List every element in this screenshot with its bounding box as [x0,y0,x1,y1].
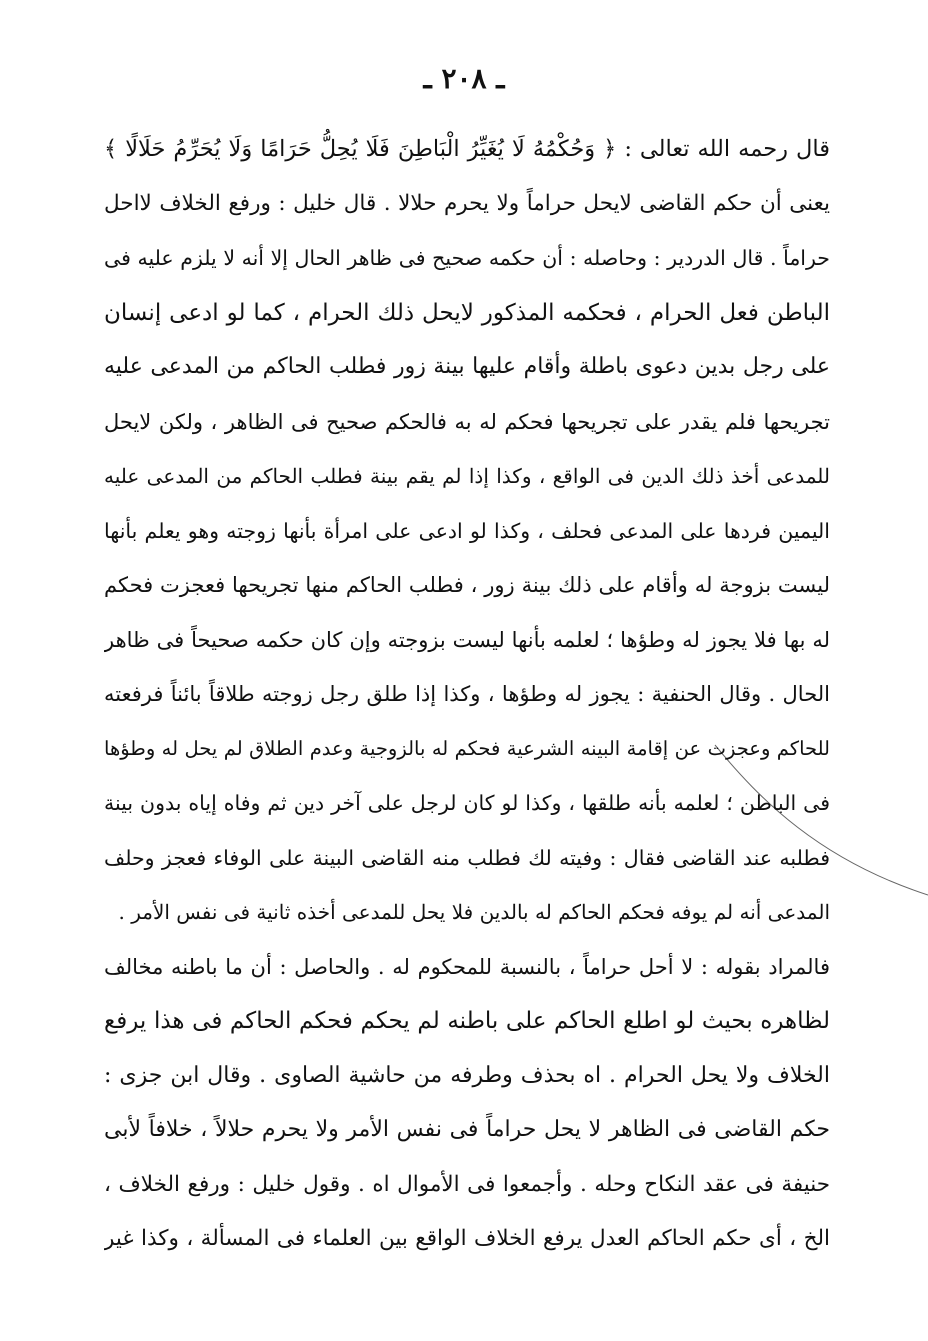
text-line: لظاهره بحيث لو اطلع الحاكم على باطنه لم يحكم فحكم الحاكم فى هذا يرفع [104,1008,830,1034]
text-line: اليمين فردها على المدعى فحلف ، وكذا لو ادعى على امرأة بأنها زوجته وهو يعلم بأنها [104,518,830,543]
text-line: للحاكم وعجزت عن إقامة البينه الشرعية فحكم له بالزوجية وعدم الطلاق لم يحل له وطؤها [104,736,830,760]
text-line: على رجل بدين دعوى باطلة وأقام عليها بينة زور فطلب الحاكم من المدعى عليه [104,354,830,379]
text-line: يعنى أن حكم القاضى لايحل حراماً ولا يحرم حلالا . قال خليل : ورفع الخلاف لااحل [104,190,830,216]
text-line: حنيفة فى عقد النكاح وحله . وأجمعوا فى الأموال اه . وقول خليل : ورفع الخلاف ، [104,1171,830,1197]
text-line: حراماً . قال الدردير : وحاصله : أن حكمه صحيح فى ظاهر الحال إلا أنه لا يلزم عليه فى [104,246,830,270]
text-line: قال رحمه الله تعالى : ﴿ وَحُكْمُهُ لَا يُغَيِّرُ الْبَاطِنَ فَلَا يُحِلُّ حَرَامًا وَلَا يُحَرِّمُ حَلَالًا ﴾ [104,136,830,162]
text-line: تجريحها فلم يقدر على تجريحها فحكم له به فالحكم صحيح فى الظاهر ، ولكن لايحل [104,409,830,434]
body-text [104,122,830,1267]
text-line: الخ ، أى حكم الحاكم العدل يرفع الخلاف الواقع بين العلماء فى المسألة ، وكذا غير [104,1226,830,1251]
page-number: ـ ٢٠٨ ـ [423,62,505,95]
text-line: الخلاف ولا يحل الحرام . اه بحذف وطرفه من حاشية الصاوى . وقال ابن جزى : [104,1062,830,1088]
text-line: ليست بزوجة له وأقام على ذلك بينة زور ، فطلب الحاكم منها تجريحها فعجزت فحكم [104,573,830,597]
text-line: حكم القاضى فى الظاهر لا يحل حراماً فى نفس الأمر ولا يحرم حلالاً ، خلافاً لأبى [104,1117,830,1142]
text-line: له بها فلا يجوز له وطؤها ؛ لعلمه بأنها ليست بزوجته وإن كان حكمه صحيحاً فى ظاهر [104,627,830,652]
text-line: فالمراد بقوله : لا أحل حراماً ، بالنسبة للمحكوم له . والحاصل : أن ما باطنه مخالف [104,954,830,979]
text-line: فطلبه عند القاضى فقال : وفيته لك فطلب منه القاضى البينة على الوفاء فعجز وحلف [104,845,830,870]
text-line: الحال . وقال الحنفية : يجوز له وطؤها ، وكذا إذا طلق رجل زوجته طلاقاً بائناً فرفعته [104,682,830,706]
text-line: المدعى أنه لم يوفه فحكم الحاكم له بالدين فلا يحل للمدعى أخذه ثانية فى نفس الأمر . [118,900,830,924]
text-line: فى الباطن ؛ لعلمه بأنه طلقها ، وكذا لو كان لرجل على آخر دين ثم وفاه إياه بدون بينة [104,791,830,815]
text-line: الباطن فعل الحرام ، فحكمه المذكور لايحل ذلك الحرام ، كما لو ادعى إنسان [104,299,830,326]
text-line: للمدعى أخذ ذلك الدين فى الواقع ، وكذا إذا لم يقم بينة فطلب الحاكم من المدعى عليه [104,464,830,488]
